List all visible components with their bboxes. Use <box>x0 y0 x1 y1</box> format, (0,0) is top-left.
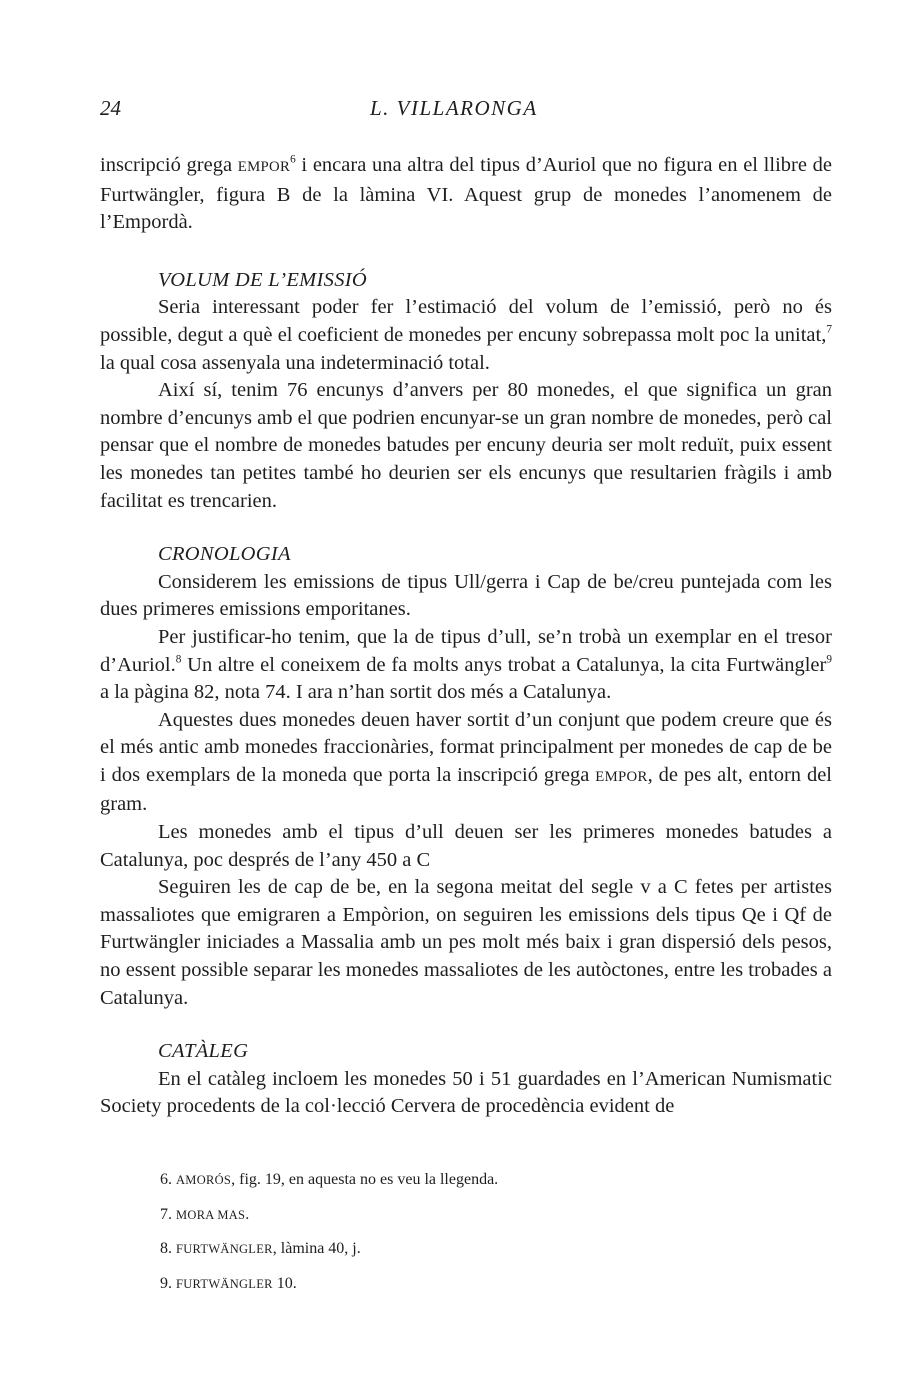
body-text <box>100 152 832 1121</box>
footnote-6 <box>160 1170 800 1190</box>
text: i encara una altra del tipus d’Auriol que no figura en el llibre de Furtwängler, figura B de la làmina VI. Aquest grup de monedes l’anomenem de l’Empordà. <box>100 154 832 234</box>
greek-inscription: EMPOR <box>595 768 648 785</box>
footnote-text: , fig. 19, en aquesta no es veu la llegenda. <box>231 1171 499 1188</box>
paragraph-9: En el catàleg incloem les monedes 50 i 51 guardades en l’American Numismatic Society procedents de la col·lecció Cervera de procedència evident de <box>100 1067 832 1118</box>
text: Seria interessant poder fer l’estimació del volum de l’emissió, però no és possible, degut a què el coeficient de monedes per encuny sobrepassa molt poc la unitat, <box>100 296 832 346</box>
paragraph-2 <box>100 294 832 377</box>
footnote-9 <box>160 1274 800 1294</box>
text: a la pàgina 82, nota 74. I ara n’han sortit dos més a Catalunya. <box>100 681 612 704</box>
footnotes <box>160 1170 800 1308</box>
text: , de pes alt, entorn del gram. <box>100 763 832 816</box>
text: inscripció grega <box>100 154 238 176</box>
footnote-author: FURTWÄNGLER <box>176 1242 273 1256</box>
section-heading-cronologia: CRONOLOGIA <box>158 543 291 566</box>
text: la qual cosa assenyala una indeterminació total. <box>100 351 490 374</box>
footnote-text: , làmina 40, j. <box>272 1240 361 1257</box>
text: Aquestes dues monedes deuen haver sortit d’un conjunt que podem creure que és el més antic amb monedes fraccionàries, format principalment per monedes de cap de be i dos exemplars de la moneda que porta la inscripció grega <box>100 708 832 786</box>
footnote-author: AMORÓS <box>176 1173 232 1187</box>
paragraph-1 <box>100 152 832 237</box>
footnote-author: FURTWÄNGLER <box>176 1276 273 1291</box>
footnote-ref: 7 <box>826 323 832 336</box>
running-title: L. VILLARONGA <box>370 96 538 120</box>
greek-inscription: EMPOR <box>237 159 291 175</box>
section-heading-volum: VOLUM DE L’EMISSIÓ <box>158 268 367 291</box>
footnote-number: 6. <box>160 1171 176 1188</box>
footnote-ref: 8 <box>175 653 182 666</box>
text: Un altre el coneixem de fa molts anys trobat a Catalunya, la cita Furtwängler <box>181 653 827 676</box>
footnote-ref: 9 <box>826 653 832 666</box>
paragraph-4: Considerem les emissions de tipus Ull/gerra i Cap de be/creu puntejada com les dues primeres emissions emporitanes. <box>100 570 832 621</box>
footnote-number: 7. <box>160 1205 176 1223</box>
text: Per justificar-ho tenim, que la de tipus d’ull, se’n trobà un exemplar en el tresor d’Auriol. <box>100 625 832 676</box>
running-head <box>100 96 829 126</box>
footnote-text: 10. <box>272 1274 297 1292</box>
section-heading-cataleg: CATÀLEG <box>158 1040 249 1063</box>
paragraph-3: Així sí, tenim 76 encunys d’anvers per 80 monedes, el que significa un gran nombre d’encunys amb el que podrien encunyar-se un gran nombre de monedes, però cal pensar que el nombre de monedes batudes per encuny deuria ser molt reduït, puix essent les monedes tan petites també ho deurien ser els encunys que resultarien fràgils i amb facilitat es trencarien. <box>100 379 832 512</box>
paragraph-7: Les monedes amb el tipus d’ull deuen ser les primeres monedes batudes a Catalunya, poc després de l’any 450 a C <box>100 821 832 871</box>
footnote-author: MORA MAS <box>176 1207 246 1222</box>
footnote-ref: 6 <box>290 153 296 166</box>
paragraph-8: Seguiren les de cap de be, en la segona meitat del segle v a C fetes per artistes massaliotes que emigraren a Empòrion, on seguiren les emissions dels tipus Qe i Qf de Furtwängler iniciades a Massalia amb un pes molt més baix i gran dispersió dels pesos, no essent possible separar les monedes massaliotes de les autòctones, entre les trobades a Catalunya. <box>100 876 832 1009</box>
footnote-7 <box>160 1205 800 1225</box>
paragraph-5 <box>100 624 832 707</box>
footnote-8 <box>160 1239 800 1259</box>
footnote-text: . <box>245 1205 250 1223</box>
footnote-number: 9. <box>160 1274 176 1292</box>
footnote-number: 8. <box>160 1240 176 1257</box>
page-number: 24 <box>100 96 121 120</box>
paragraph-6 <box>100 707 832 819</box>
